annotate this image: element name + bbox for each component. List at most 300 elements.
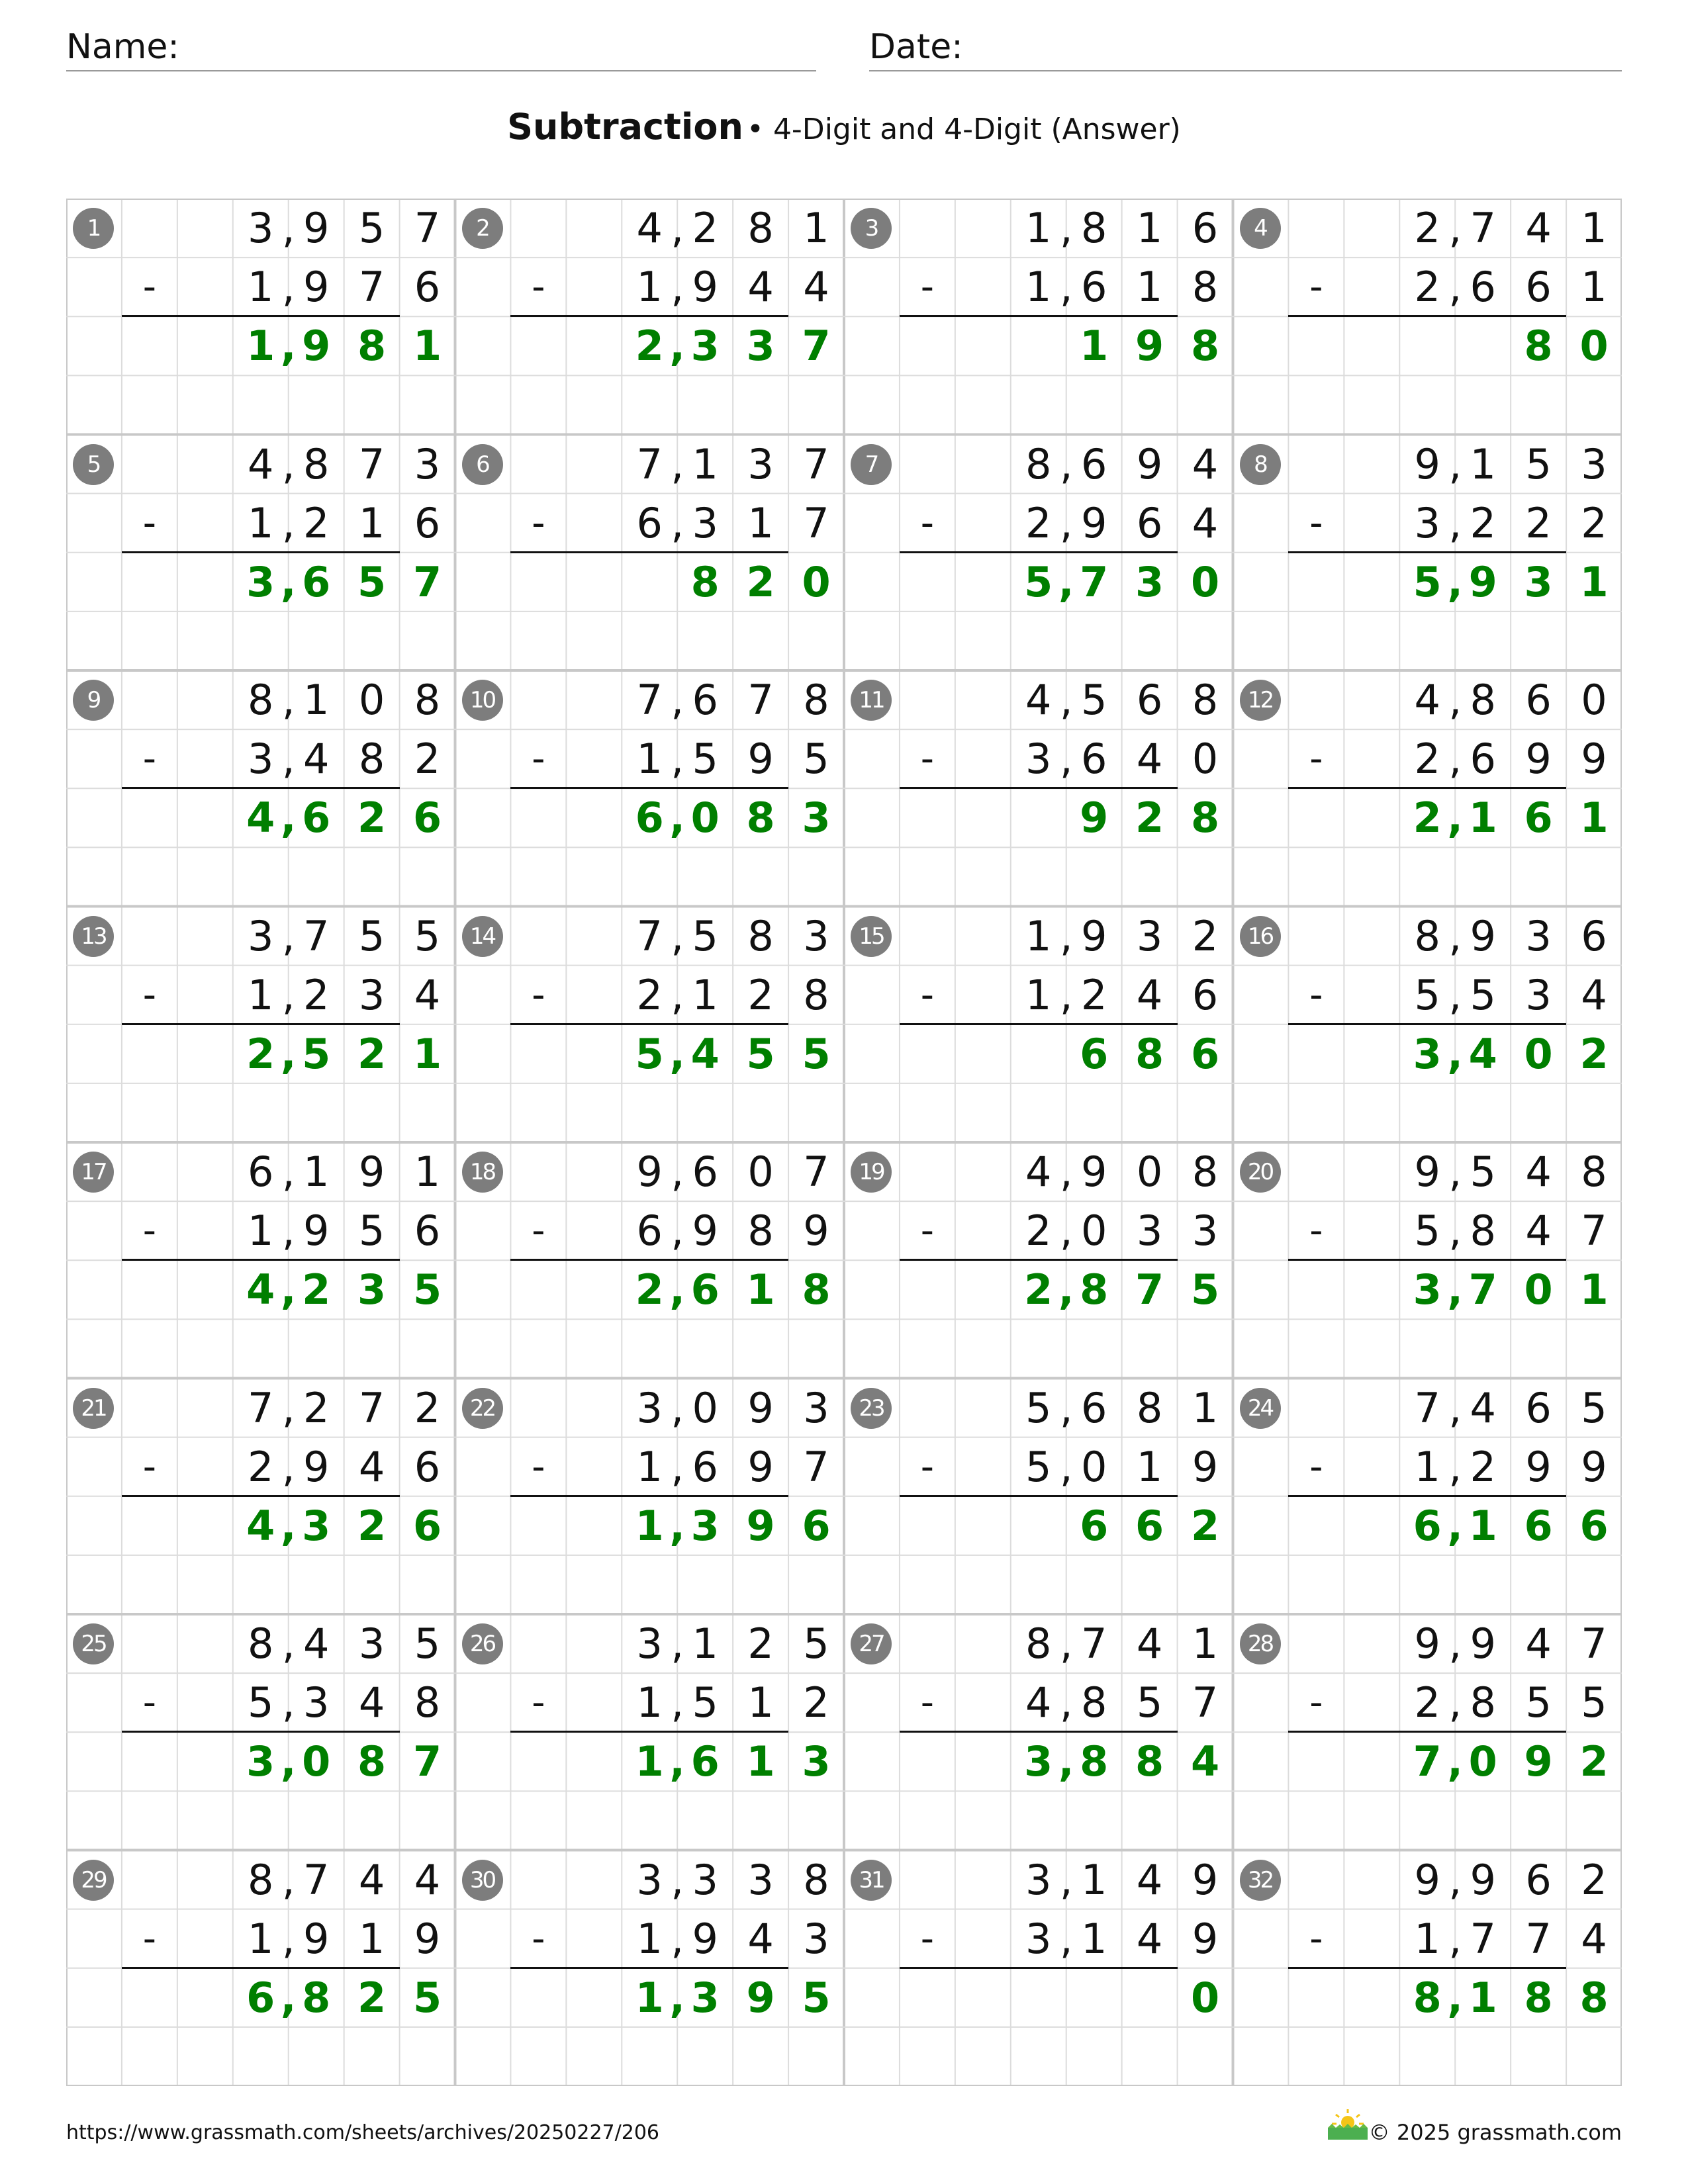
digit: 9 (1581, 1442, 1607, 1491)
problem-number-badge: 23 (851, 1388, 892, 1429)
name-field[interactable] (66, 24, 816, 71)
answer-row (1233, 1732, 1622, 1791)
digit: 3 (414, 439, 441, 488)
digit: 6 (1190, 1029, 1220, 1078)
problem-23 (844, 1379, 1233, 1614)
thousands-comma: , (671, 1678, 684, 1727)
minuend-row (844, 1614, 1233, 1673)
digit: 6 (1080, 263, 1107, 312)
digit: 1 (1025, 970, 1052, 1019)
minuend-row (1233, 199, 1622, 257)
problem-number-badge: 24 (1240, 1388, 1281, 1429)
digit: 5 (802, 1029, 831, 1078)
digit: 9 (1414, 439, 1440, 488)
thousands-comma: , (1059, 1442, 1073, 1491)
minus-sign: - (920, 737, 934, 781)
digit: 8 (747, 1206, 774, 1255)
digit: 3 (1414, 498, 1440, 547)
digit: 2 (1080, 970, 1107, 1019)
digit: 2 (303, 1383, 330, 1432)
digit: 4 (1414, 676, 1440, 724)
digit: 6 (302, 557, 331, 606)
digit: 2 (303, 970, 330, 1019)
digit: 5 (1025, 1442, 1052, 1491)
problem-number-badge: 13 (73, 916, 114, 957)
thousands-comma: , (1059, 1148, 1073, 1196)
minus-sign: - (532, 1681, 545, 1725)
digit: 8 (302, 1973, 331, 2022)
digit: 5 (746, 1029, 775, 1078)
digit: 1 (636, 1678, 663, 1727)
minus-sign: - (142, 501, 156, 545)
problem-number-badge: 20 (1240, 1152, 1281, 1193)
digit: 6 (1080, 439, 1107, 488)
thousands-comma: , (281, 1206, 295, 1255)
answer-row (844, 1260, 1233, 1319)
digit: 7 (1470, 204, 1496, 252)
thousands-comma: , (1447, 1501, 1463, 1550)
problem-number-badge: 28 (1240, 1623, 1281, 1664)
digit: 1 (1136, 263, 1163, 312)
thousands-comma: , (669, 1501, 685, 1550)
digit: 7 (636, 911, 663, 960)
thousands-comma: , (1448, 1148, 1462, 1196)
digit: 9 (303, 1914, 330, 1963)
minuend-row (455, 907, 845, 966)
worksheet-title (0, 106, 1688, 148)
digit: 8 (414, 676, 441, 724)
minuend-row (66, 907, 455, 966)
digit: 6 (1136, 498, 1163, 547)
digit: 5 (635, 1029, 664, 1078)
problem-number-badge: 4 (1240, 208, 1281, 249)
digit: 9 (746, 1501, 775, 1550)
digit: 7 (412, 1737, 442, 1786)
thousands-comma: , (280, 1265, 297, 1314)
problem-22 (455, 1379, 845, 1614)
answer-row (455, 788, 845, 847)
problem-7 (844, 435, 1233, 670)
thousands-comma: , (1059, 439, 1073, 488)
digit: 9 (747, 1383, 774, 1432)
problem-number-badge: 26 (462, 1623, 503, 1664)
thousands-comma: , (669, 1737, 685, 1786)
digit: 1 (358, 1914, 385, 1963)
answer-row (66, 1732, 455, 1791)
title-subtitle: • 4-Digit and 4-Digit (Answer) (747, 113, 1181, 146)
digit: 6 (1524, 1501, 1553, 1550)
digit: 5 (1080, 676, 1107, 724)
digit: 4 (747, 263, 774, 312)
digit: 7 (1414, 1383, 1440, 1432)
digit: 4 (1581, 970, 1607, 1019)
subtrahend-row (1233, 1201, 1622, 1260)
digit: 1 (746, 1265, 775, 1314)
digit: 3 (1025, 1914, 1052, 1963)
digit: 1 (635, 1501, 664, 1550)
digit: 1 (248, 498, 274, 547)
digit: 7 (1525, 1914, 1552, 1963)
digit: 5 (412, 1265, 442, 1314)
problem-number-badge: 7 (851, 444, 892, 485)
thousands-comma: , (1448, 970, 1462, 1019)
problem-number-badge: 10 (462, 680, 503, 721)
digit: 6 (1080, 735, 1107, 784)
digit: 8 (1579, 1973, 1609, 2022)
problem-5 (66, 435, 455, 670)
minuend-row (455, 1614, 845, 1673)
subtrahend-row (66, 1201, 455, 1260)
digit: 1 (1025, 911, 1052, 960)
thousands-comma: , (671, 1855, 684, 1904)
digit: 2 (1025, 1206, 1052, 1255)
problem-9 (66, 670, 455, 906)
digit: 9 (1414, 1619, 1440, 1668)
digit: 2 (1581, 498, 1607, 547)
digit: 6 (1470, 735, 1496, 784)
subtrahend-row (66, 729, 455, 788)
problem-number-badge: 12 (1240, 680, 1281, 721)
digit: 8 (1413, 1973, 1442, 2022)
digit: 2 (635, 322, 664, 371)
problem-27 (844, 1614, 1233, 1850)
digit: 8 (803, 970, 829, 1019)
digit: 7 (1581, 1206, 1607, 1255)
minus-sign: - (920, 1681, 934, 1725)
digit: 5 (1525, 439, 1552, 488)
digit: 4 (636, 204, 663, 252)
answer-row (844, 1496, 1233, 1555)
digit: 2 (357, 1029, 387, 1078)
minus-sign: - (142, 1209, 156, 1253)
digit: 3 (1525, 911, 1552, 960)
digit: 2 (636, 970, 663, 1019)
digit: 9 (1525, 735, 1552, 784)
digit: 3 (636, 1619, 663, 1668)
digit: 8 (1470, 676, 1496, 724)
problem-14 (455, 907, 845, 1142)
digit: 0 (692, 1383, 718, 1432)
answer-row (66, 788, 455, 847)
digit: 4 (1136, 1914, 1163, 1963)
digit: 8 (1080, 1737, 1109, 1786)
digit: 6 (1525, 676, 1552, 724)
date-field[interactable] (869, 24, 1622, 71)
problem-number-badge: 21 (73, 1388, 114, 1429)
problem-number-badge: 15 (851, 916, 892, 957)
digit: 7 (358, 439, 385, 488)
digit: 1 (248, 1206, 274, 1255)
digit: 7 (358, 263, 385, 312)
digit: 6 (412, 794, 442, 842)
subtrahend-row (455, 1201, 845, 1260)
digit: 4 (1025, 676, 1052, 724)
answer-row (844, 788, 1233, 847)
digit: 9 (1470, 911, 1496, 960)
thousands-comma: , (669, 1265, 685, 1314)
digit: 0 (690, 794, 720, 842)
digit: 8 (747, 204, 774, 252)
digit: 1 (1136, 204, 1163, 252)
digit: 9 (692, 1206, 718, 1255)
minuend-row (844, 670, 1233, 729)
digit: 7 (803, 1442, 829, 1491)
digit: 7 (1135, 1265, 1164, 1314)
problem-8 (1233, 435, 1622, 670)
digit: 0 (1190, 1973, 1220, 2022)
problem-4 (1233, 199, 1622, 434)
digit: 7 (1192, 1678, 1219, 1727)
digit: 5 (803, 1619, 829, 1668)
digit: 5 (1414, 970, 1440, 1019)
digit: 6 (412, 1501, 442, 1550)
digit: 4 (1025, 1148, 1052, 1196)
digit: 2 (303, 498, 330, 547)
problem-number-badge: 18 (462, 1152, 503, 1193)
digit: 1 (248, 263, 274, 312)
digit: 6 (1080, 1501, 1109, 1550)
digit: 7 (303, 911, 330, 960)
digit: 8 (1524, 322, 1553, 371)
digit: 7 (248, 1383, 274, 1432)
digit: 5 (692, 1678, 718, 1727)
footer-url[interactable]: https://www.grassmath.com/sheets/archives/20250227/206 (66, 2121, 660, 2144)
digit: 8 (1135, 1029, 1164, 1078)
thousands-comma: , (669, 1973, 685, 2022)
digit: 3 (746, 322, 775, 371)
subtrahend-row (66, 966, 455, 1024)
digit: 3 (248, 735, 274, 784)
digit: 1 (1192, 1619, 1219, 1668)
digit: 2 (357, 1501, 387, 1550)
answer-row (844, 316, 1233, 375)
digit: 0 (1190, 557, 1220, 606)
digit: 9 (303, 1442, 330, 1491)
problem-24 (1233, 1379, 1622, 1614)
digit: 4 (803, 263, 829, 312)
digit: 3 (1136, 911, 1163, 960)
subtrahend-row (1233, 1673, 1622, 1732)
thousands-comma: , (669, 322, 685, 371)
minus-sign: - (142, 973, 156, 1017)
digit: 3 (802, 794, 831, 842)
digit: 8 (1581, 1148, 1607, 1196)
thousands-comma: , (1448, 439, 1462, 488)
thousands-comma: , (281, 1383, 295, 1432)
digit: 3 (692, 1855, 718, 1904)
digit: 4 (303, 735, 330, 784)
digit: 6 (692, 676, 718, 724)
minuend-row (455, 199, 845, 257)
digit: 1 (747, 498, 774, 547)
digit: 6 (1525, 263, 1552, 312)
digit: 1 (1579, 557, 1609, 606)
minus-sign: - (142, 265, 156, 309)
thousands-comma: , (1059, 1206, 1073, 1255)
digit: 2 (1414, 263, 1440, 312)
digit: 8 (803, 676, 829, 724)
thousands-comma: , (281, 1855, 295, 1904)
minuend-row (455, 670, 845, 729)
digit: 4 (1192, 439, 1219, 488)
digit: 8 (248, 676, 274, 724)
digit: 1 (1414, 1442, 1440, 1491)
answer-row (455, 316, 845, 375)
digit: 9 (1470, 1619, 1496, 1668)
minus-sign: - (142, 1681, 156, 1725)
digit: 5 (1413, 557, 1442, 606)
digit: 2 (1470, 498, 1496, 547)
answer-row (1233, 1496, 1622, 1555)
digit: 4 (1581, 1914, 1607, 1963)
thousands-comma: , (281, 1148, 295, 1196)
digit: 8 (1192, 676, 1219, 724)
minus-sign: - (1309, 737, 1323, 781)
digit: 3 (1581, 439, 1607, 488)
thousands-comma: , (671, 263, 684, 312)
digit: 5 (1581, 1678, 1607, 1727)
digit: 6 (248, 1148, 274, 1196)
thousands-comma: , (280, 1973, 297, 2022)
digit: 6 (302, 794, 331, 842)
digit: 9 (1525, 1442, 1552, 1491)
digit: 2 (747, 970, 774, 1019)
thousands-comma: , (281, 1442, 295, 1491)
digit: 3 (358, 970, 385, 1019)
digit: 9 (1414, 1855, 1440, 1904)
answer-row (1233, 553, 1622, 612)
minus-sign: - (920, 1917, 934, 1960)
answer-row (1233, 1968, 1622, 2027)
digit: 5 (414, 911, 441, 960)
footer-copyright: © 2025 grassmath.com (1368, 2120, 1622, 2145)
digit: 8 (690, 557, 720, 606)
digit: 2 (1470, 1442, 1496, 1491)
minus-sign: - (532, 1917, 545, 1960)
minuend-row (455, 435, 845, 494)
digit: 1 (746, 1737, 775, 1786)
subtrahend-row (455, 257, 845, 316)
digit: 9 (692, 1914, 718, 1963)
minuend-row (66, 199, 455, 257)
problem-6 (455, 435, 845, 670)
answer-row (844, 1024, 1233, 1083)
minuend-row (1233, 1379, 1622, 1437)
thousands-comma: , (1059, 1619, 1073, 1668)
digit: 3 (747, 439, 774, 488)
thousands-comma: , (1448, 498, 1462, 547)
digit: 1 (1581, 204, 1607, 252)
subtrahend-row (844, 729, 1233, 788)
digit: 9 (1080, 1148, 1107, 1196)
problem-2 (455, 199, 845, 434)
digit: 2 (803, 1678, 829, 1727)
digit: 3 (1413, 1265, 1442, 1314)
digit: 1 (412, 1029, 442, 1078)
problem-25 (66, 1614, 455, 1850)
digit: 6 (414, 263, 441, 312)
problem-number-badge: 14 (462, 916, 503, 957)
digit: 9 (803, 1206, 829, 1255)
digit: 8 (1524, 1973, 1553, 2022)
digit: 1 (1579, 794, 1609, 842)
minuend-row (66, 1142, 455, 1201)
digit: 9 (1080, 911, 1107, 960)
minus-sign: - (920, 1445, 934, 1488)
digit: 8 (248, 1619, 274, 1668)
thousands-comma: , (1448, 1914, 1462, 1963)
subtrahend-row (455, 494, 845, 553)
digit: 5 (1581, 1383, 1607, 1432)
problem-11 (844, 670, 1233, 906)
digit: 7 (1581, 1619, 1607, 1668)
digit: 2 (1135, 794, 1164, 842)
thousands-comma: , (281, 1914, 295, 1963)
digit: 6 (1524, 794, 1553, 842)
thousands-comma: , (671, 1914, 684, 1963)
digit: 5 (1470, 1148, 1496, 1196)
thousands-comma: , (1059, 1914, 1073, 1963)
digit: 6 (1579, 1501, 1609, 1550)
grassmath-logo-icon (1325, 2108, 1370, 2141)
problem-number-badge: 1 (73, 208, 114, 249)
digit: 3 (802, 1737, 831, 1786)
digit: 2 (1525, 498, 1552, 547)
digit: 7 (1470, 1914, 1496, 1963)
digit: 1 (1192, 1383, 1219, 1432)
thousands-comma: , (1058, 1265, 1074, 1314)
digit: 7 (802, 322, 831, 371)
digit: 9 (1192, 1442, 1219, 1491)
digit: 3 (303, 1678, 330, 1727)
digit: 3 (803, 1383, 829, 1432)
digit: 4 (1468, 1029, 1497, 1078)
digit: 4 (690, 1029, 720, 1078)
digit: 1 (636, 735, 663, 784)
answer-row (66, 1496, 455, 1555)
thousands-comma: , (1448, 204, 1462, 252)
digit: 2 (246, 1029, 275, 1078)
digit: 5 (692, 735, 718, 784)
thousands-comma: , (669, 794, 685, 842)
digit: 4 (1136, 735, 1163, 784)
digit: 8 (1192, 1148, 1219, 1196)
digit: 6 (802, 1501, 831, 1550)
digit: 9 (302, 322, 331, 371)
subtrahend-row (844, 1909, 1233, 1968)
minuend-row (844, 1379, 1233, 1437)
problem-16 (1233, 907, 1622, 1142)
digit: 1 (636, 1914, 663, 1963)
subtrahend-row (844, 1673, 1233, 1732)
problem-10 (455, 670, 845, 906)
digit: 2 (635, 1265, 664, 1314)
answer-row (455, 1024, 845, 1083)
digit: 4 (1136, 970, 1163, 1019)
problem-number-badge: 8 (1240, 444, 1281, 485)
digit: 0 (1136, 1148, 1163, 1196)
date-label: Date: (869, 27, 963, 67)
thousands-comma: , (280, 1029, 297, 1078)
problem-18 (455, 1142, 845, 1378)
digit: 8 (1190, 322, 1220, 371)
thousands-comma: , (1059, 735, 1073, 784)
digit: 9 (1192, 1855, 1219, 1904)
problem-number-badge: 6 (462, 444, 503, 485)
digit: 9 (358, 1148, 385, 1196)
digit: 4 (358, 1678, 385, 1727)
answer-row (455, 1260, 845, 1319)
